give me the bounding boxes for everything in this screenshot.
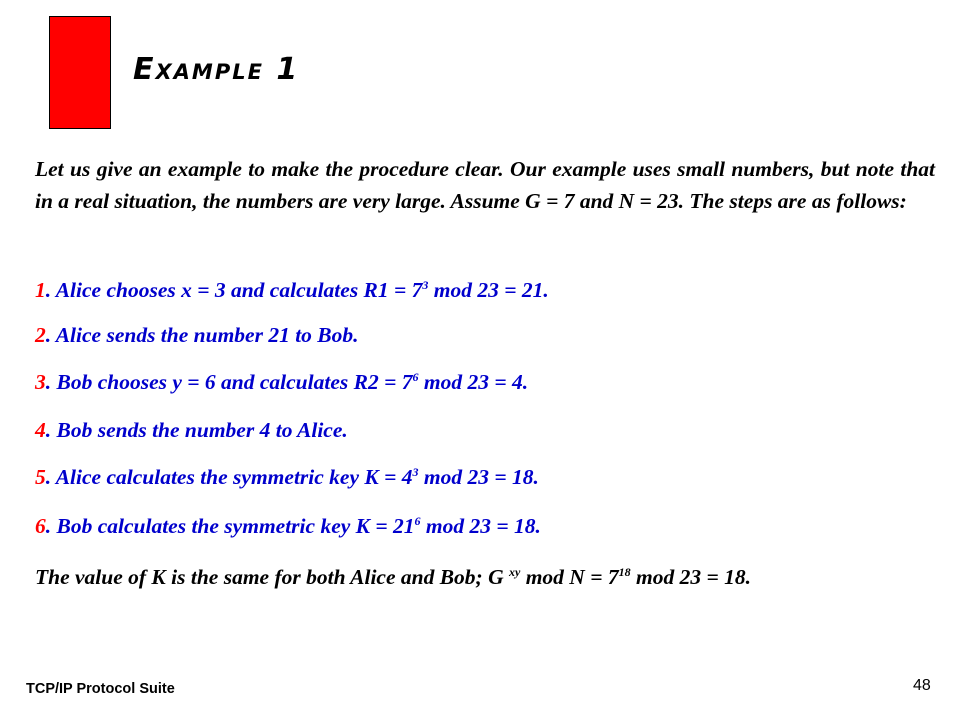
step-text: . Bob chooses y = 6 and calculates R2 = 7 [45,370,413,394]
intro-paragraph: Let us give an example to make the procedure clear. Our example uses small numbers, but note that in a real situation, the numbers are very large. Assume G = 7 and N = 23. The steps are as follows: [35,157,935,213]
step-number: 3 [35,370,46,394]
step-item [35,511,541,541]
step-number: 2 [35,323,46,347]
step-number: 1 [35,278,46,302]
page-number: 48 [913,677,931,694]
step-item [35,320,359,350]
conclusion-paragraph [35,561,935,593]
conclusion-text: The value of K is the same for both Alice and Bob; G [35,565,509,589]
conclusion-text: mod 23 = 18. [630,565,751,589]
step-number: 6 [35,514,46,538]
conclusion-superscript: 18 [618,565,631,579]
conclusion-superscript: xy [509,565,521,579]
step-text-end: mod 23 = 18. [420,514,541,538]
step-text-end: mod 23 = 21. [428,278,549,302]
red-accent-bar [49,16,111,129]
step-superscript: 3 [412,465,419,479]
step-text: . Bob sends the number 4 to Alice. [45,418,348,442]
step-text: . Bob calculates the symmetric key K = 21 [45,514,415,538]
step-superscript: 6 [412,370,419,384]
step-superscript: 3 [422,278,429,292]
step-text: . Alice sends the number 21 to Bob. [45,323,359,347]
step-text-end: mod 23 = 4. [418,370,529,394]
step-item [35,367,528,397]
step-number: 4 [35,418,46,442]
step-item [35,415,348,445]
step-superscript: 6 [414,514,421,528]
slide-title: Example 1 [133,52,300,87]
step-text: . Alice calculates the symmetric key K = 4 [45,465,413,489]
step-item [35,275,549,305]
conclusion-text: mod N = 7 [520,565,619,589]
footer-book-title: TCP/IP Protocol Suite [26,681,175,697]
step-text: . Alice chooses x = 3 and calculates R1 = 7 [45,278,423,302]
step-item [35,462,539,492]
step-text-end: mod 23 = 18. [418,465,539,489]
step-number: 5 [35,465,46,489]
